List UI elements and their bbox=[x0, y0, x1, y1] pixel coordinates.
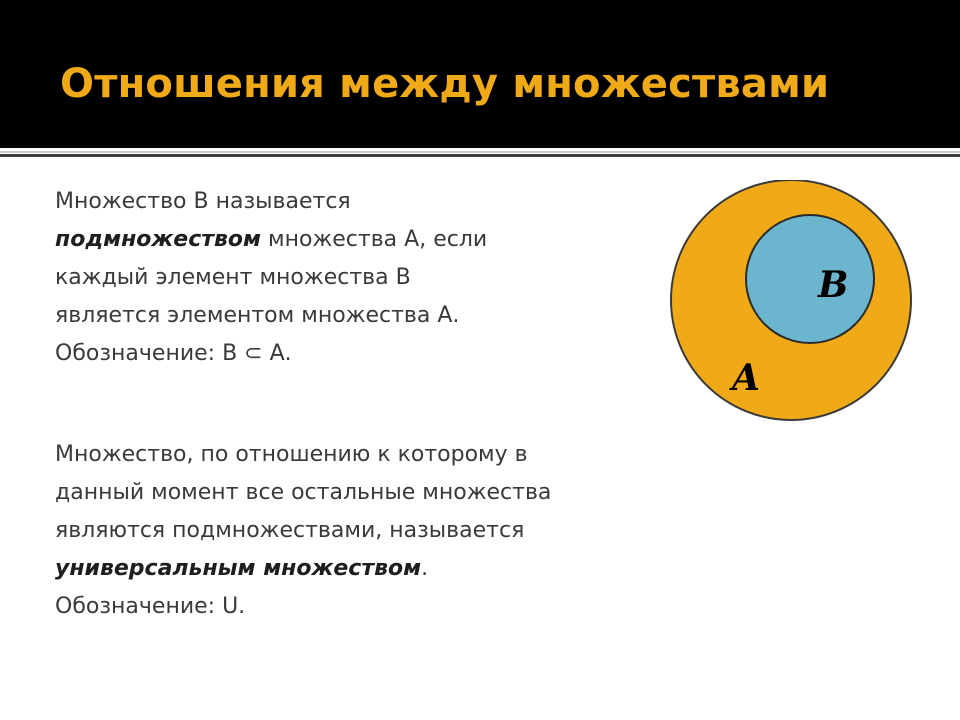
universal-definition-line-4-rest: . bbox=[421, 556, 429, 581]
subset-definition-line-4: является элементом множества А. bbox=[55, 303, 460, 328]
universal-definition-line-2: данный момент все остальные множества bbox=[55, 480, 552, 505]
universal-definition-line-3: являются подмножествами, называется bbox=[55, 518, 525, 543]
title-bar bbox=[0, 0, 960, 148]
set-b-label: B bbox=[818, 264, 849, 306]
subset-definition-line-2 bbox=[55, 221, 615, 259]
title-divider-light bbox=[0, 151, 960, 153]
universal-set-definition bbox=[55, 436, 655, 626]
universal-notation: Обозначение: U. bbox=[55, 594, 246, 619]
subset-definition bbox=[55, 183, 615, 373]
subset-definition-line-1: Множество В называется bbox=[55, 189, 351, 214]
universal-definition-line-4 bbox=[55, 550, 655, 588]
universal-set-term: универсальным множеством bbox=[55, 556, 422, 581]
title-divider-dark bbox=[0, 154, 960, 157]
set-a-label: A bbox=[732, 357, 760, 399]
subset-notation: Обозначение: В ⊂ А. bbox=[55, 341, 292, 366]
slide-title: Отношения между множествами bbox=[60, 61, 830, 107]
subset-definition-line-3: каждый элемент множества В bbox=[55, 265, 411, 290]
subset-definition-line-2-rest: множества А, если bbox=[261, 227, 488, 252]
subset-venn-diagram bbox=[660, 180, 920, 430]
universal-definition-line-1: Множество, по отношению к которому в bbox=[55, 442, 528, 467]
set-b-circle bbox=[746, 215, 874, 343]
subset-term: подмножеством bbox=[55, 227, 262, 252]
